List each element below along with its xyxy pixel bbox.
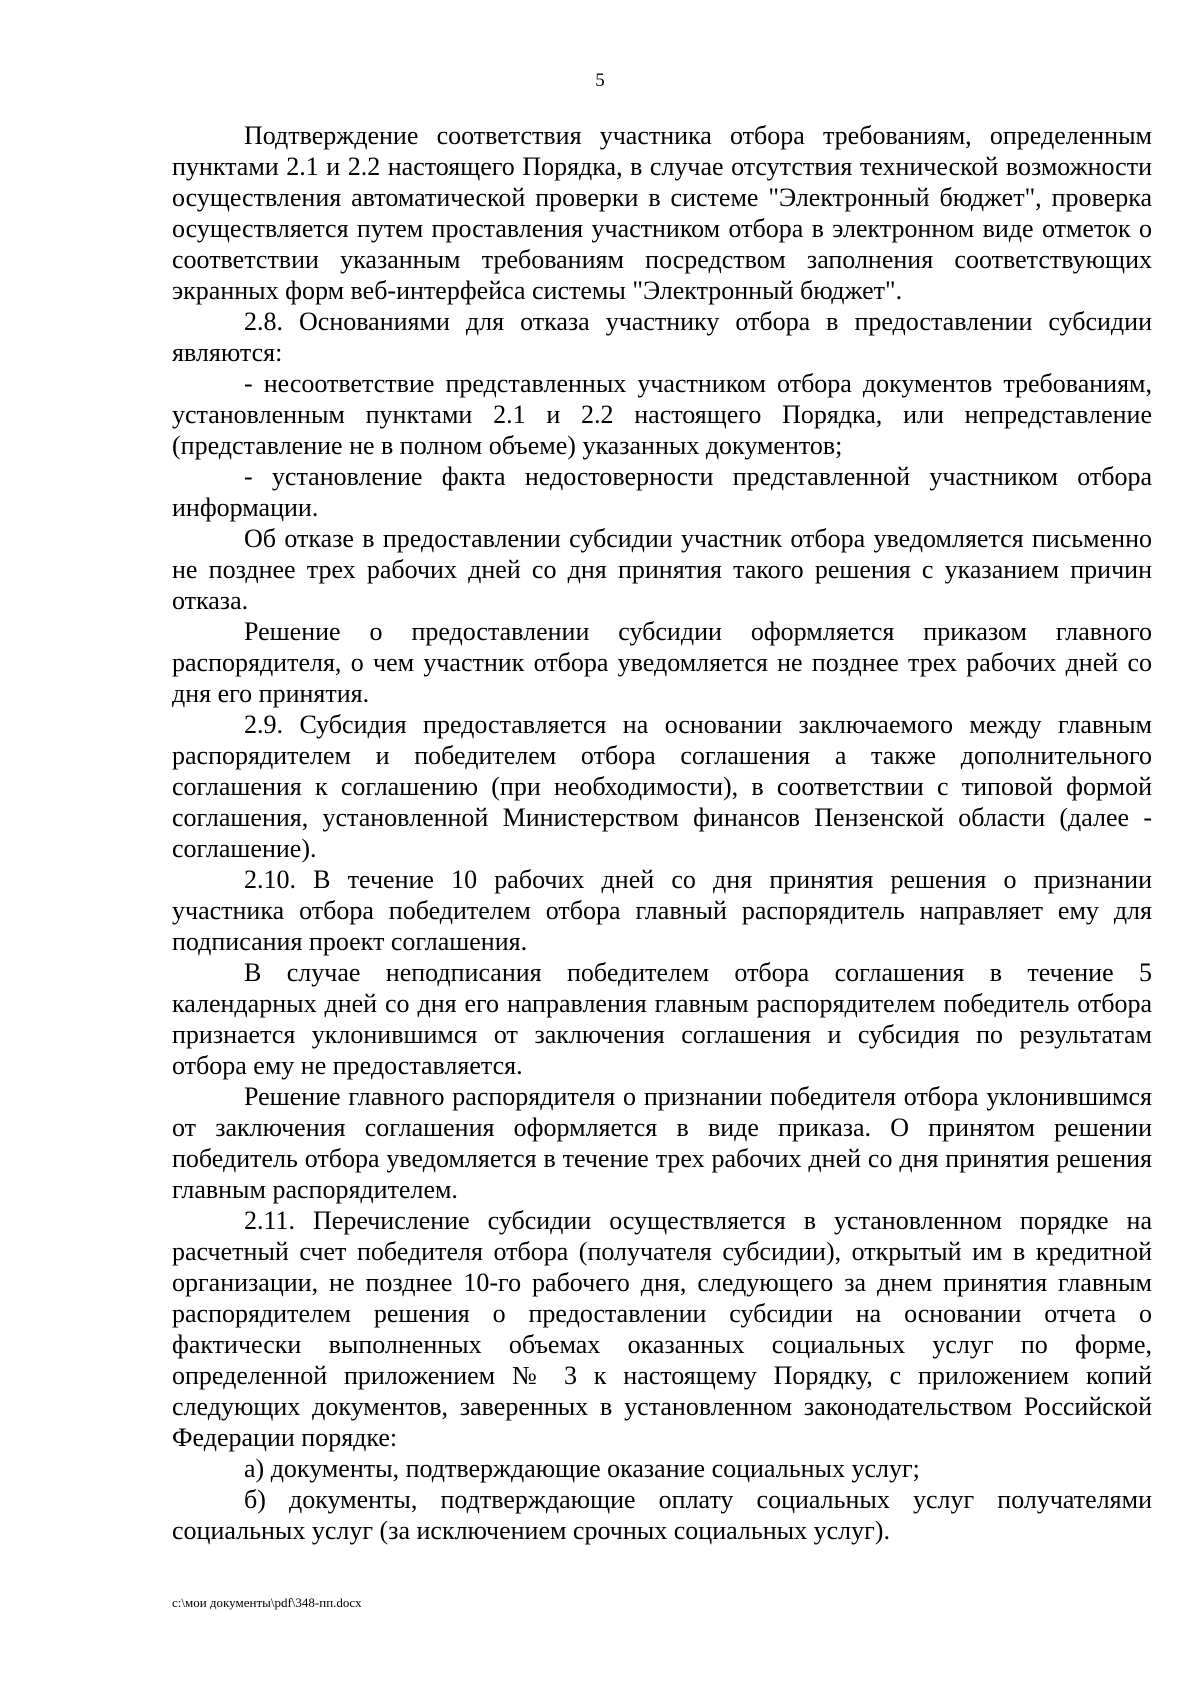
document-body — [172, 120, 1152, 1546]
paragraph-2-8-item-2: - установление факта недостоверности представленной участником отбора информации. — [172, 462, 1152, 522]
paragraph-refusal-notice: Об отказе в предоставлении субсидии участник отбора уведомляется письменно не позднее трех рабочих дней со дня принятия такого решения с указанием причин отказа. — [172, 524, 1152, 615]
page-number: 5 — [595, 70, 605, 91]
paragraph-2-11-item-b: б) документы, подтверждающие оплату социальных услуг получателями социальных услуг (за исключением срочных социальных услуг). — [172, 1485, 1152, 1545]
footer-file-path: c:\мои документы\pdf\348-пп.docx — [172, 1595, 362, 1610]
paragraph-confirmation: Подтверждение соответствия участника отбора требованиям, определенным пунктами 2.1 и 2.2 настоящего Порядка, в случае отсутствия технической возможности осуществления автоматической проверки в системе "Электронный бюджет", проверка осуществляется путем проставления участником отбора в электронном виде отметок о соответствии указанным требованиям посредством заполнения соответствующих экранных форм веб-интерфейса системы "Электронный бюджет". — [172, 121, 1152, 305]
paragraph-2-9: 2.9. Субсидия предоставляется на основании заключаемого между главным распорядителем и победителем отбора соглашения а также дополнительного соглашения к соглашению (при необходимости), в соответствии с типовой формой соглашения, установленной Министерством финансов Пензенской области (далее - соглашение). — [172, 710, 1152, 863]
paragraph-2-8-item-1: - несоответствие представленных участником отбора документов требованиям, установленным пунктами 2.1 и 2.2 настоящего Порядка, или непредставление (представление не в полном объеме) указанных документов; — [172, 369, 1152, 460]
paragraph-2-11-item-a: а) документы, подтверждающие оказание социальных услуг; — [244, 1454, 920, 1483]
paragraph-evasion-decision: Решение главного распорядителя о признании победителя отбора уклонившимся от заключения соглашения оформляется в виде приказа. О принятом решении победитель отбора уведомляется в течение трех рабочих дней со дня принятия решения главным распорядителем. — [172, 1082, 1152, 1204]
paragraph-2-8: 2.8. Основаниями для отказа участнику отбора в предоставлении субсидии являются: — [172, 307, 1152, 367]
paragraph-2-11: 2.11. Перечисление субсидии осуществляется в установленном порядке на расчетный счет победителя отбора (получателя субсидии), открытый им в кредитной организации, не позднее 10-го рабочего дня, следующего за днем принятия главным распорядителем решения о предоставлении субсидии на основании отчета о фактически выполненных объемах оказанных социальных услуг по форме, определенной приложением № 3 к настоящему Порядку, с приложением копий следующих документов, заверенных в установленном законодательством Российской Федерации порядке: — [172, 1206, 1152, 1452]
paragraph-non-signing: В случае неподписания победителем отбора соглашения в течение 5 календарных дней со дня его направления главным распорядителем победитель отбора признается уклонившимся от заключения соглашения и субсидия по результатам отбора ему не предоставляется. — [172, 958, 1152, 1080]
paragraph-grant-decision: Решение о предоставлении субсидии оформляется приказом главного распорядителя, о чем участник отбора уведомляется не позднее трех рабочих дней со дня его принятия. — [172, 617, 1152, 708]
paragraph-2-10: 2.10. В течение 10 рабочих дней со дня принятия решения о признании участника отбора победителем отбора главный распорядитель направляет ему для подписания проект соглашения. — [172, 865, 1152, 956]
